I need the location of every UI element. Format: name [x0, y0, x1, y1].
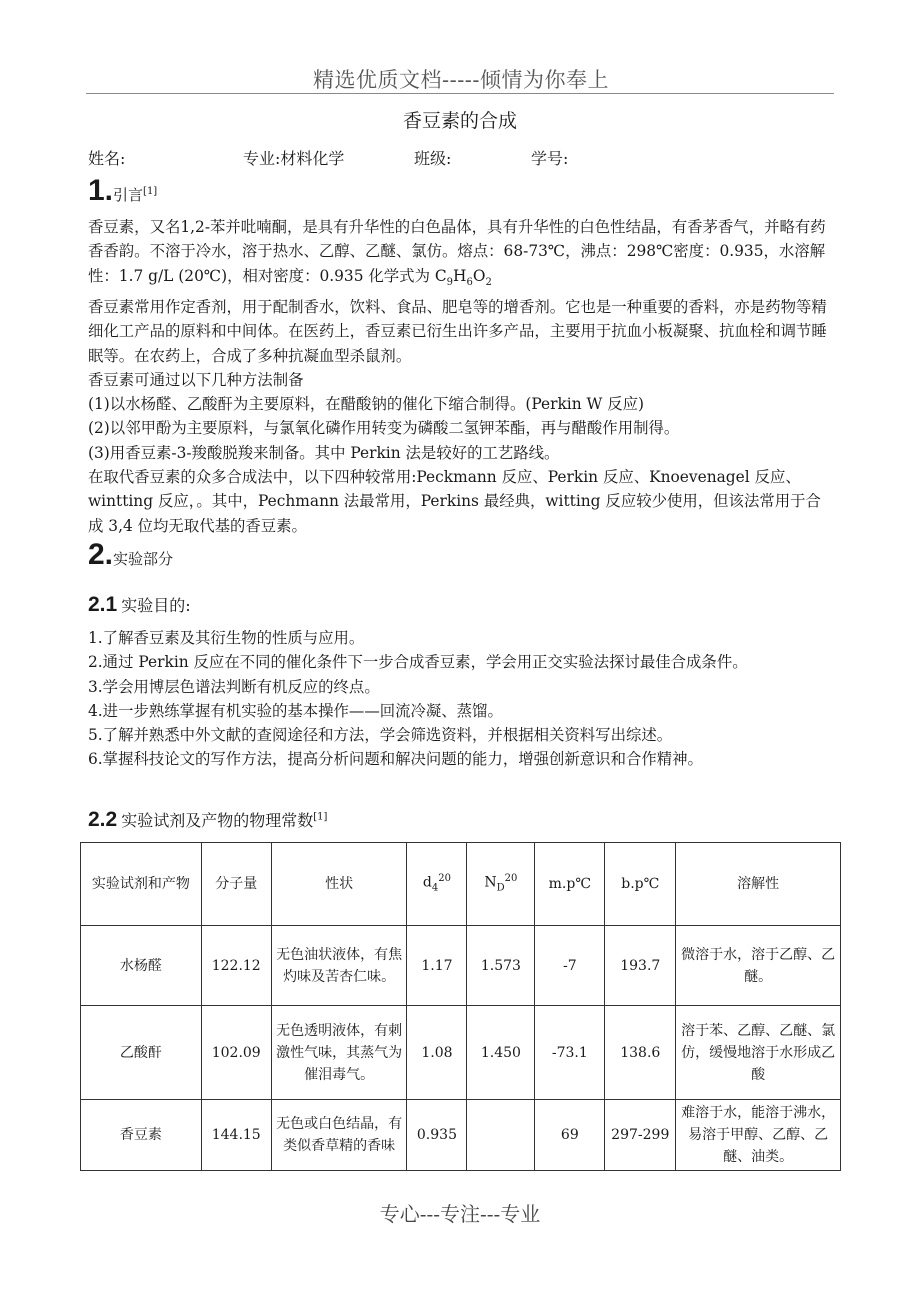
column-header: 实验试剂和产物: [81, 843, 202, 926]
table-cell: 1.17: [407, 926, 467, 1006]
section-title: 实验部分: [113, 550, 174, 568]
section-2-1-heading: [88, 593, 191, 617]
subsection-title: 实验目的:: [121, 596, 191, 615]
intro-text: [88, 215, 834, 538]
column-header: m.p℃: [535, 843, 605, 926]
section-title: 引言: [113, 186, 144, 204]
table-row: [81, 1006, 841, 1100]
table-cell: 144.15: [201, 1100, 271, 1171]
chemical-formula: $C_9H_6O_2$: [434, 266, 492, 288]
table-cell: 102.09: [201, 1006, 271, 1100]
table-cell: 无色油状液体，有焦灼味及苦杏仁味。: [271, 926, 407, 1006]
intro-paragraph: 香豆素常用作定香剂，用于配制香水，饮料、食品、肥皂等的增香剂。它也是一种重要的香料，亦是药物等精细化工产品的原料和中间体。在医药上，香豆素已衍生出许多产品，主要用于抗血小板凝聚、抗血栓和调节睡眠等。在农药上，合成了多种抗凝血型杀鼠剂。: [88, 297, 827, 365]
table-cell: 1.573: [467, 926, 535, 1006]
objective-item: 5.了解并熟悉中外文献的查阅途径和方法，学会筛选资料，并根据相关资料写出综述。: [88, 726, 673, 745]
table-cell: 1.450: [467, 1006, 535, 1100]
method-item: (2)以邻甲酚为主要原料，与氯氧化磷作用转变为磷酸二氢钾苯酯，再与醋酸作用制得。: [88, 419, 680, 438]
subsection-number: 2.1: [88, 593, 118, 616]
table-cell: 香豆素: [81, 1100, 202, 1171]
intro-paragraph: 香豆素可通过以下几种方法制备: [88, 370, 304, 389]
physical-constants-table: [80, 842, 841, 1171]
table-cell: 297-299: [605, 1100, 676, 1171]
intro-paragraph: 香豆素，又名1,2-苯并吡喃酮，是具有升华性的白色晶体，具有升华性的白色性结晶，有香茅香气，并略有药香香韵。不溶于冷水，溶于热水、乙醇、乙醚、氯仿。熔点：68-73℃，沸点：298℃密度：0.935，水溶解性：1.7 g/L (20℃)，相对密度：0.935 化学式为 $C_9H_6O_2$: [88, 218, 826, 288]
table-cell: 122.12: [201, 926, 271, 1006]
section-2-heading: [88, 538, 173, 572]
table-cell: 溶于苯、乙醇、乙醚、氯仿，缓慢地溶于水形成乙酸: [676, 1006, 841, 1100]
table-cell: [467, 1100, 535, 1171]
table-cell: 无色或白色结晶，有类似香草精的香味: [271, 1100, 407, 1171]
header-divider: [86, 93, 834, 94]
objectives-list: [88, 626, 834, 772]
method-item: (1)以水杨醛、乙酸酐为主要原料，在醋酸钠的催化下缩合制得。(Perkin W 反应): [88, 395, 645, 414]
table-cell: -73.1: [535, 1006, 605, 1100]
section-number: 2.: [88, 538, 114, 571]
citation-ref: [1]: [143, 186, 158, 197]
column-header: $N_D^{20}$: [467, 843, 535, 926]
major-label: 专业:材料化学: [243, 149, 345, 168]
table-cell: 0.935: [407, 1100, 467, 1171]
name-label: 姓名:: [88, 149, 126, 168]
table-cell: 难溶于水，能溶于沸水，易溶于甲醇、乙醇、乙醚、油类。: [676, 1100, 841, 1171]
section-number: 1.: [88, 174, 114, 207]
document-title: 香豆素的合成: [402, 110, 517, 132]
intro-paragraph: 在取代香豆素的众多合成法中，以下四种较常用:Peckmann 反应、Perkin 反应、Knoevenagel 反应、wintting 反应，。其中，Pechmann 法最常用，Perkins 最经典，witting 反应较少使用，但该法常用于合成 3,4 位均无取代基的香豆素。: [88, 468, 821, 535]
citation-ref: [1]: [313, 811, 328, 823]
table-cell: 138.6: [605, 1006, 676, 1100]
table-cell: 乙酸酐: [81, 1006, 202, 1100]
table-cell: 水杨醛: [81, 926, 202, 1006]
table-row: [81, 1100, 841, 1171]
table-row: [81, 926, 841, 1006]
objective-item: 6.掌握科技论文的写作方法，提高分析问题和解决问题的能力，增强创新意识和合作精神。: [88, 750, 703, 769]
table-header-row: [81, 843, 841, 926]
objective-item: 4.进一步熟练掌握有机实验的基本操作——回流冷凝、蒸馏。: [88, 701, 503, 720]
page-header: 精选优质文档-----倾情为你奉上: [313, 68, 609, 92]
table-cell: -7: [535, 926, 605, 1006]
table-cell: 69: [535, 1100, 605, 1171]
objective-item: 2.通过 Perkin 反应在不同的催化条件下一步合成香豆素，学会用正交实验法探讨最佳合成条件。: [88, 653, 748, 672]
objective-item: 3.学会用博层色谱法判断有机反应的终点。: [88, 677, 380, 696]
student-id-label: 学号:: [531, 149, 569, 168]
method-item: (3)用香豆素-3-羧酸脱羧来制备。其中 Perkin 法是较好的工艺路线。: [88, 443, 560, 462]
column-header: $d_4^{20}$: [407, 843, 467, 926]
section-2-2-heading: [88, 808, 327, 832]
section-1-heading: [88, 174, 157, 208]
column-header: b.p℃: [605, 843, 676, 926]
objective-item: 1.了解香豆素及其衍生物的性质与应用。: [88, 629, 365, 647]
column-header: 溶解性: [676, 843, 841, 926]
table-cell: 193.7: [605, 926, 676, 1006]
table-cell: 1.08: [407, 1006, 467, 1100]
subsection-number: 2.2: [88, 808, 118, 831]
table-cell: 无色透明液体，有刺激性气味，其蒸气为催泪毒气。: [271, 1006, 407, 1100]
subsection-title: 实验试剂及产物的物理常数: [121, 811, 314, 830]
column-header: 性状: [271, 843, 407, 926]
table-cell: 微溶于水，溶于乙醇、乙醚。: [676, 926, 841, 1006]
page-footer: 专心---专注---专业: [379, 1202, 541, 1226]
column-header: 分子量: [201, 843, 271, 926]
class-label: 班级:: [414, 149, 452, 168]
